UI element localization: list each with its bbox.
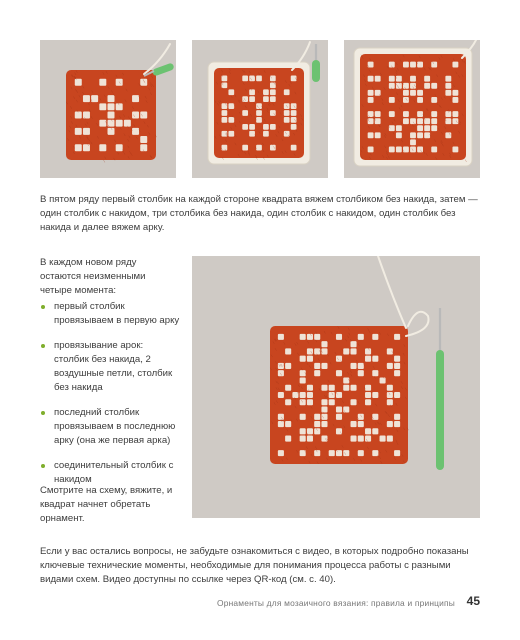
list-item-text: соединительный столбик с накидом <box>54 460 174 485</box>
list-item <box>40 339 180 395</box>
photo-square-step-1 <box>40 40 176 178</box>
list-item <box>40 406 180 448</box>
list-item-text: последний столбик провязываем в последнюю арку (она же первая арка) <box>54 407 176 446</box>
bullet-icon <box>41 464 45 468</box>
bullet-icon <box>41 305 45 309</box>
list-item-text: провязывание арок: столбик без накида, 2 воздушные петли, столбик без накида <box>54 340 173 393</box>
photo-square-step-2 <box>192 40 328 178</box>
page-number: 45 <box>466 594 480 608</box>
rules-intro-paragraph: В каждом новом ряду остаются неизменными четыре момента: <box>40 257 146 296</box>
closing-tip-paragraph: Смотрите на схему, вяжите, и квадрат начнет обретать орнамент. <box>40 485 173 524</box>
list-item-text: первый столбик провязываем в первую арку <box>54 301 180 326</box>
crochet-square-illustration <box>40 40 176 178</box>
crochet-square-illustration <box>344 40 480 178</box>
running-footer-title: Орнаменты для мозаичного вязания: правила и принципы <box>217 598 455 608</box>
photo-square-step-3 <box>344 40 480 178</box>
video-note-paragraph: Если у вас остались вопросы, не забудьте ознакомиться с видео, в которых подробно показаны ключевые технические моменты, необходимые для понимания процесса работы с разными видами схем. Видео доступны по ссылке через QR-код (см. с. 40). <box>40 546 469 585</box>
bullet-icon <box>41 411 45 415</box>
photo-square-finished <box>192 256 480 518</box>
crochet-square-illustration <box>192 256 480 518</box>
crochet-square-illustration <box>192 40 328 178</box>
rules-list <box>40 300 180 498</box>
bullet-icon <box>41 344 45 348</box>
list-item <box>40 300 180 328</box>
list-item <box>40 459 180 487</box>
intro-paragraph: В пятом ряду первый столбик на каждой стороне квадрата вяжем столбиком без накида, затем — один столбик с накидом, три столбика без накида, один столбик с накидом, один столбик без накида и далее вяжем арку. <box>40 194 478 233</box>
